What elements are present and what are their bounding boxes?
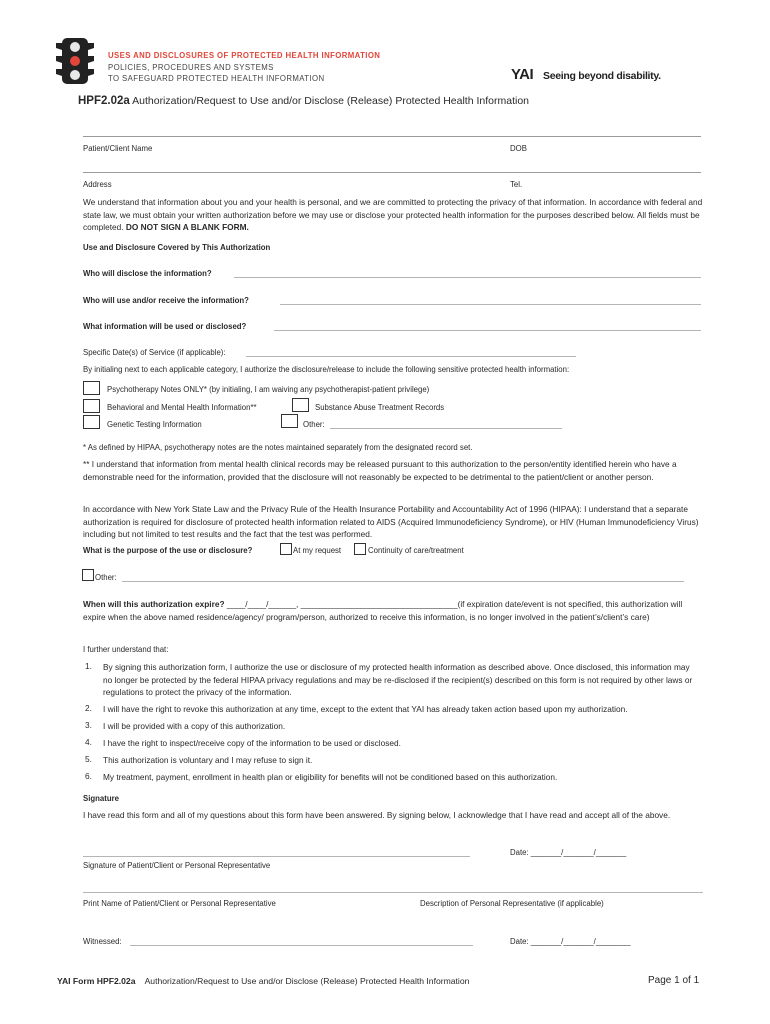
behavioral-initial-box[interactable] — [83, 399, 100, 413]
yai-logo: YAI — [511, 66, 534, 83]
traffic-light-icon — [56, 38, 94, 84]
use-heading: Use and Disclosure Covered by This Authorization — [83, 243, 271, 252]
at-my-request-label: At my request — [293, 546, 342, 555]
signature-label: Signature of Patient/Client or Personal Representative — [83, 861, 271, 870]
at-my-request-checkbox[interactable] — [280, 543, 292, 555]
intro-paragraph: We understand that information about you and your health is personal, and we are committed to protecting the privacy of that information. In accordance with federal and state law, we must obtain your written authorization before we may use or disclose your protected health information for the purposes described below. All fields must be completed. DO NOT SIGN A BLANK FORM. — [83, 197, 703, 232]
signature-date-field[interactable]: Date: _______/_______/_______ — [510, 848, 627, 857]
genetic-initial-box[interactable] — [83, 415, 100, 429]
who-disclose-label: Who will disclose the information? — [83, 269, 212, 278]
witness-date-field[interactable]: Date: _______/_______/________ — [510, 937, 631, 946]
dates-field[interactable] — [246, 356, 576, 357]
purpose-other-checkbox[interactable] — [82, 569, 94, 581]
form-code: HPF2.02a — [78, 95, 130, 107]
psychotherapy-label: Psychotherapy Notes ONLY* (by initialing, I am waiving any psychotherapist-patient privilege) — [107, 385, 430, 394]
witnessed-field[interactable] — [130, 945, 473, 946]
footer — [57, 976, 469, 986]
item-number: 3. — [85, 720, 92, 730]
psychotherapy-initial-box[interactable] — [83, 381, 100, 395]
header-line-3: TO SAFEGUARD PROTECTED HEALTH INFORMATION — [108, 74, 325, 83]
understand-item: I will be provided with a copy of this authorization. — [103, 721, 286, 731]
continuity-label: Continuity of care/treatment — [368, 546, 464, 555]
purpose-other-label: Other: — [95, 573, 117, 582]
patient-name-field[interactable] — [83, 172, 701, 173]
footer-code: YAI Form HPF2.02a — [57, 976, 136, 986]
understand-item: This authorization is voluntary and I may refuse to sign it. — [103, 755, 313, 765]
signature-field[interactable] — [83, 856, 470, 857]
behavioral-label: Behavioral and Mental Health Information** — [107, 403, 257, 412]
form-title: Authorization/Request to Use and/or Disclose (Release) Protected Health Information — [132, 95, 529, 107]
understand-item: By signing this authorization form, I authorize the use or disclosure of my protected health information as described above. Once disclosed, this information may no longer be protected by the federal HIPAA privacy regulations and may be re-disclosed if the recipient(s) described on this form is not required by other laws or regulations to protect the privacy of the information. — [103, 662, 693, 697]
what-info-field[interactable] — [274, 330, 701, 331]
understand-item: My treatment, payment, enrollment in health plan or eligibility for benefits will not be conditioned based on this authorization. — [103, 772, 558, 782]
page-number: Page 1 of 1 — [648, 975, 700, 986]
understand-item: I have the right to inspect/receive copy of the information to be used or disclosed. — [103, 738, 401, 748]
initial-instructions: By initialing next to each applicable category, I authorize the disclosure/release to include the following sensitive protected health information: — [83, 365, 570, 374]
understand-item: I will have the right to revoke this authorization at any time, except to the extent that YAI has already taken action based upon my authorization. — [103, 704, 628, 714]
dob-label: DOB — [510, 144, 527, 153]
header-line-2: POLICIES, PROCEDURES AND SYSTEMS — [108, 63, 274, 72]
print-name-field[interactable] — [83, 892, 703, 893]
substance-initial-box[interactable] — [292, 398, 309, 412]
dates-label: Specific Date(s) of Service (if applicable): — [83, 348, 226, 357]
what-info-label: What information will be used or disclosed? — [83, 322, 247, 331]
header-line-1: USES AND DISCLOSURES OF PROTECTED HEALTH INFORMATION — [108, 51, 381, 60]
who-receive-field[interactable] — [280, 304, 701, 305]
item-number: 4. — [85, 737, 92, 747]
page-title — [78, 95, 529, 107]
item-number: 5. — [85, 754, 92, 764]
address-label: Address — [83, 180, 112, 189]
purpose-other-field[interactable] — [122, 581, 684, 582]
item-number: 6. — [85, 771, 92, 781]
other-initial-box[interactable] — [281, 414, 298, 428]
continuity-checkbox[interactable] — [354, 543, 366, 555]
note-hiv: In accordance with New York State Law and the Privacy Rule of the Health Insurance Portability and Accountability Act of 1996 (HIPAA): I understand that a separate authorization is required for disclosure of protected health information related to AIDS (Acquired Immunodeficiency Syndrome), or HIV (Human Immunodeficiency Virus) including but not limited to test results and the fact that the test was performed. — [83, 504, 699, 539]
patient-name-label: Patient/Client Name — [83, 144, 153, 153]
expiration-field[interactable]: ____/____/______, __________________________________ — [226, 599, 458, 609]
purpose-label: What is the purpose of the use or disclosure? — [83, 546, 253, 555]
substance-label: Substance Abuse Treatment Records — [315, 403, 445, 412]
who-disclose-field[interactable] — [234, 277, 701, 278]
description-label: Description of Personal Representative (if applicable) — [420, 899, 604, 908]
signature-text: I have read this form and all of my questions about this form have been answered. By signing below, I acknowledge that I have read and accept all of the above. — [83, 810, 671, 820]
note-mental-health: ** I understand that information from mental health clinical records may be released pursuant to this authorization to the person/entity identified herein who have a demonstrable need for the information, provided that the disclosure will not reasonably be expected to be detrimental to the patient/client or another person. — [83, 459, 677, 482]
footer-title: Authorization/Request to Use and/or Disclose (Release) Protected Health Information — [144, 976, 470, 986]
other-label: Other: — [303, 420, 325, 429]
tel-label: Tel. — [510, 180, 523, 189]
divider — [83, 136, 701, 137]
who-receive-label: Who will use and/or receive the information? — [83, 296, 249, 305]
understand-intro: I further understand that: — [83, 645, 169, 654]
print-name-label: Print Name of Patient/Client or Personal Representative — [83, 899, 276, 908]
item-number: 2. — [85, 703, 92, 713]
expiration-paragraph: When will this authorization expire? ____/____/______, __________________________________(if expiration date/event is not specified, this authorization will expire when the above named residence/agency/ program/person, authorized to receive this information, is no longer involved in the patient’s/client’s care) — [83, 599, 683, 622]
note-psychotherapy: * As defined by HIPAA, psychotherapy notes are the notes maintained separately from the designated record set. — [83, 443, 473, 452]
genetic-label: Genetic Testing Information — [107, 420, 202, 429]
item-number: 1. — [85, 661, 92, 671]
witnessed-label: Witnessed: — [83, 937, 122, 946]
signature-heading: Signature — [83, 794, 119, 803]
tagline: Seeing beyond disability. — [543, 70, 661, 82]
other-category-field[interactable] — [330, 428, 562, 429]
